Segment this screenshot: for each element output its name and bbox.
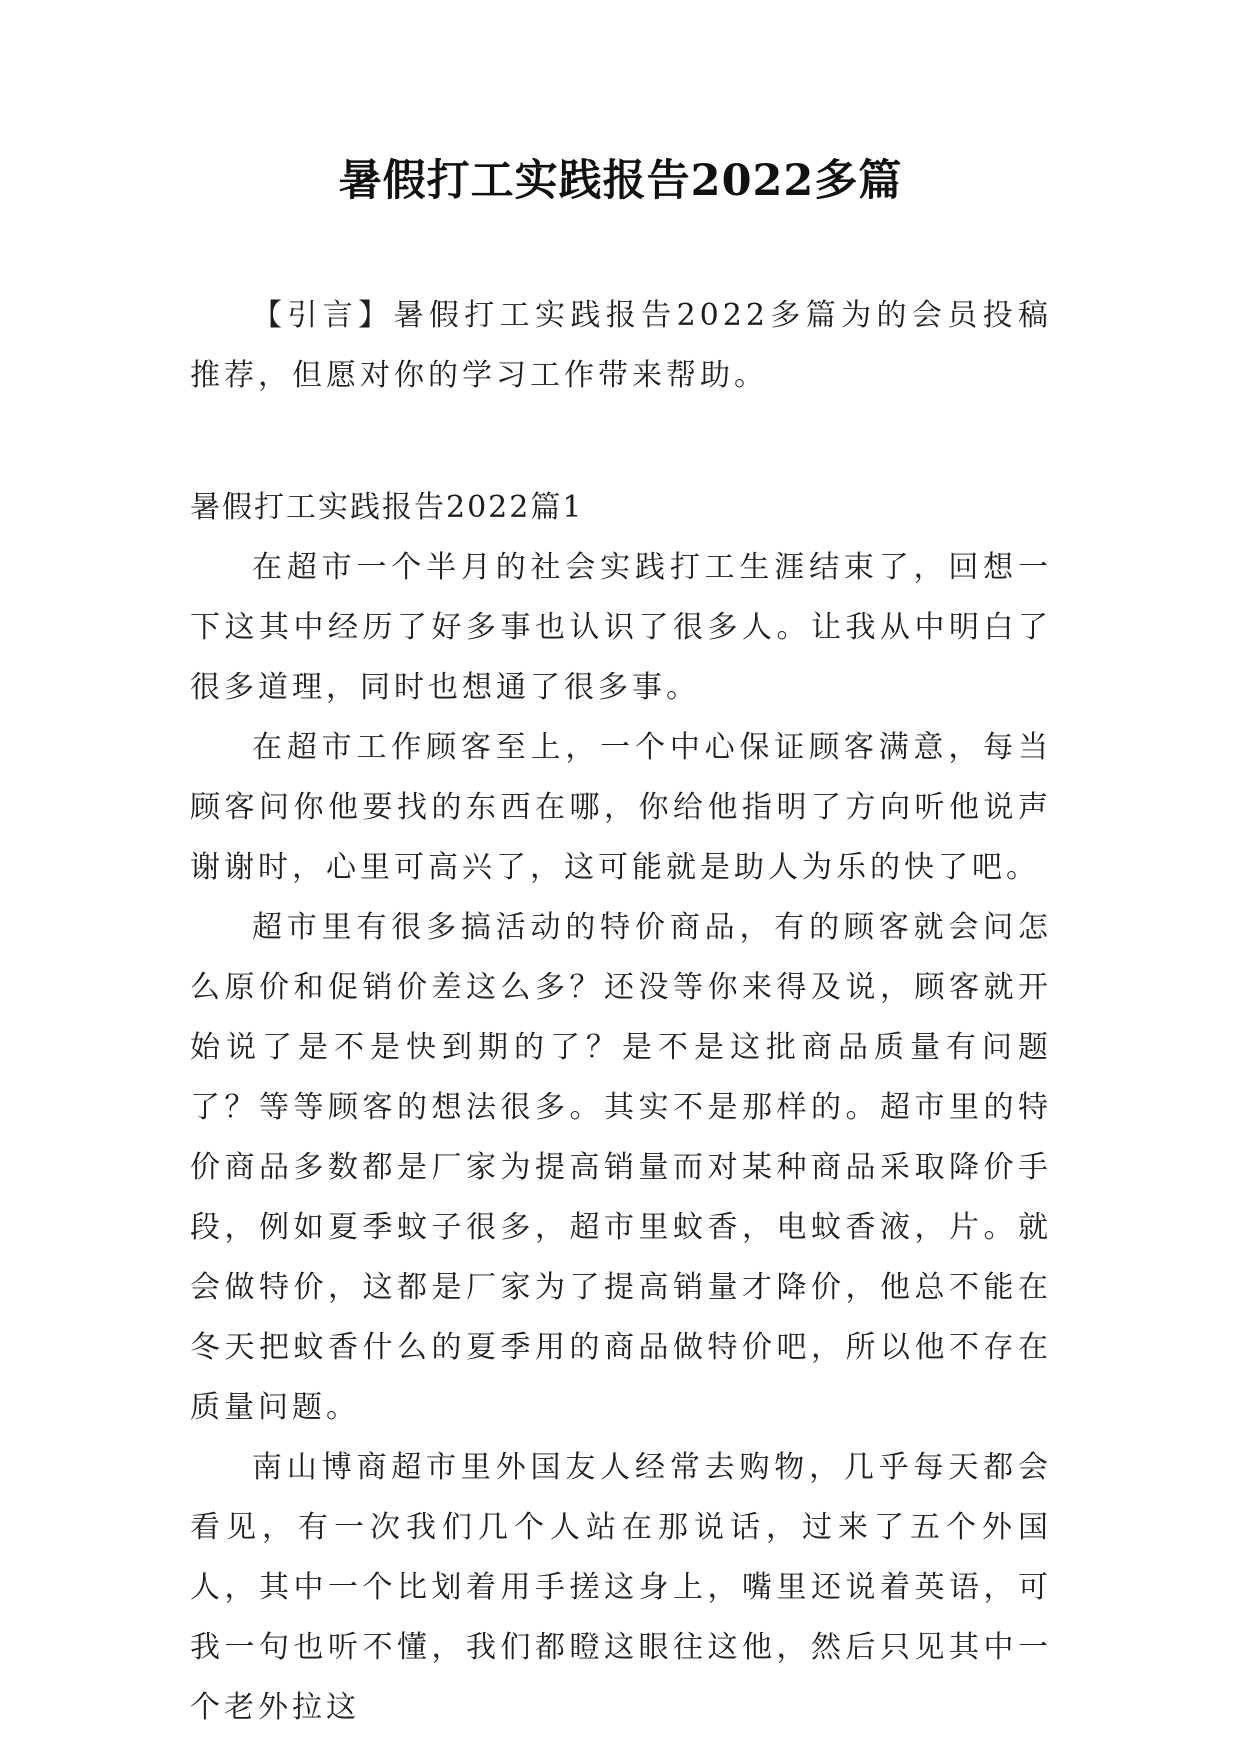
body-paragraph: 在超市一个半月的社会实践打工生涯结束了，回想一下这其中经历了好多事也认识了很多人。让我从中明白了很多道理，同时也想通了很多事。 [190, 550, 1052, 705]
section-spacer [190, 406, 1052, 478]
document-title: 暑假打工实践报告2022多篇 [338, 156, 903, 206]
body-paragraph: 南山博商超市里外国友人经常去购物，几乎每天都会看见，有一次我们几个人站在那说话，过来了五个外国人，其中一个比划着用手搓这身上，嘴里还说着英语，可我一句也听不懂，我们都瞪这眼往这他，然后只见其中一个老外拉这 [190, 1450, 1052, 1725]
intro-paragraph: 【引言】暑假打工实践报告2022多篇为的会员投稿推荐，但愿对你的学习工作带来帮助。 [190, 298, 1052, 393]
section-heading: 暑假打工实践报告2022篇1 [190, 490, 584, 525]
body-paragraph: 在超市工作顾客至上，一个中心保证顾客满意，每当顾客问你他要找的东西在哪，你给他指明了方向听他说声谢谢时，心里可高兴了，这可能就是助人为乐的快了吧。 [190, 730, 1052, 885]
document-body [190, 286, 1052, 1738]
body-paragraph: 超市里有很多搞活动的特价商品，有的顾客就会问怎么原价和促销价差这么多？还没等你来得及说，顾客就开始说了是不是快到期的了？是不是这批商品质量有问题了？等等顾客的想法很多。其实不是那样的。超市里的特价商品多数都是厂家为提高销量而对某种商品采取降价手段，例如夏季蚊子很多，超市里蚊香，电蚊香液，片。就会做特价，这都是厂家为了提高销量才降价，他总不能在冬天把蚊香什么的夏季用的商品做特价吧，所以他不存在质量问题。 [190, 910, 1052, 1425]
